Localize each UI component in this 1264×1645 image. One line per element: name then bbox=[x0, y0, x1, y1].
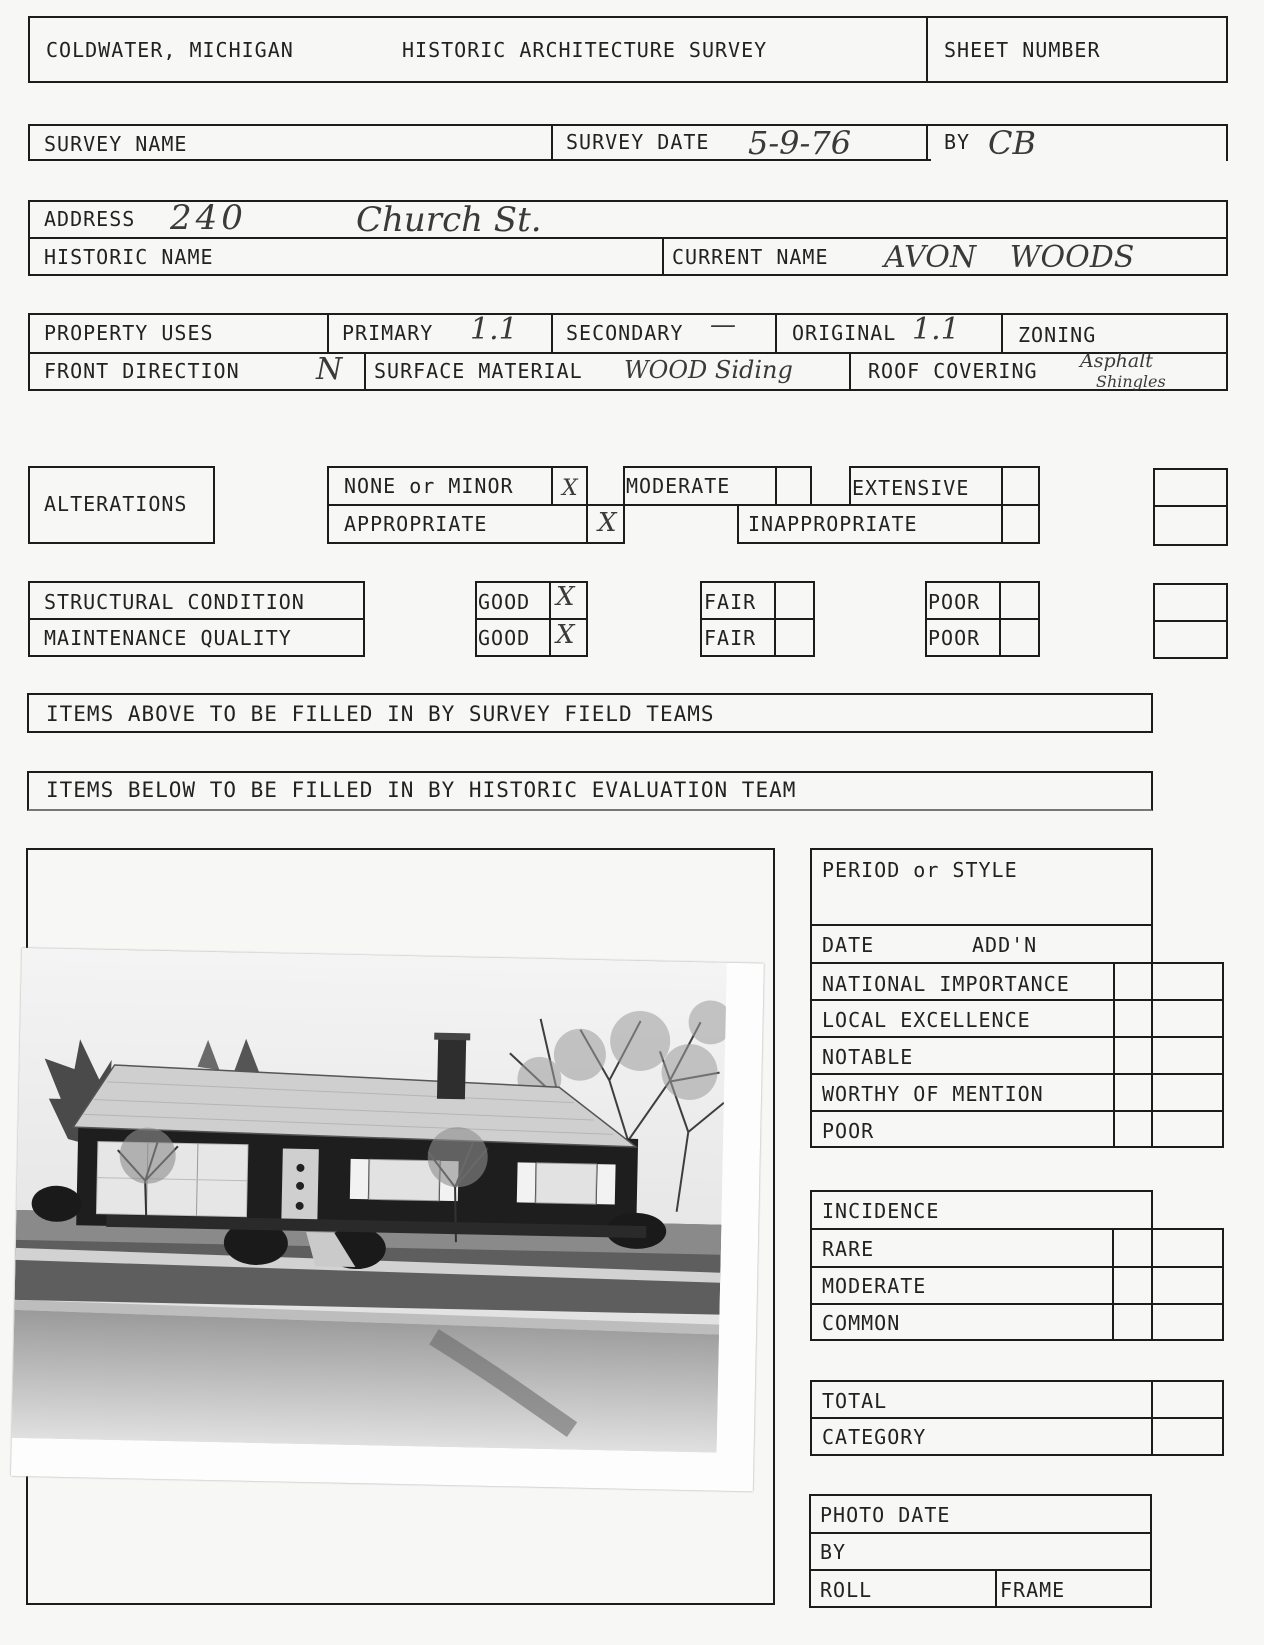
extensive-label: EXTENSIVE bbox=[852, 476, 970, 500]
roll-label: ROLL bbox=[820, 1578, 873, 1602]
local-excellence-label: LOCAL EXCELLENCE bbox=[822, 1008, 1031, 1032]
frame-label: FRAME bbox=[1000, 1578, 1066, 1602]
survey-by-value[interactable]: CB bbox=[988, 124, 1036, 162]
house-photo bbox=[11, 948, 764, 1491]
original-label: ORIGINAL bbox=[792, 321, 897, 345]
structural-condition-label: STRUCTURAL CONDITION bbox=[44, 590, 305, 614]
eval-date-label: DATE bbox=[822, 933, 875, 957]
survey-date-label: SURVEY DATE bbox=[566, 130, 710, 154]
common-label: COMMON bbox=[822, 1311, 901, 1335]
form-title: HISTORIC ARCHITECTURE SURVEY bbox=[402, 38, 768, 62]
incidence-label: INCIDENCE bbox=[822, 1199, 940, 1223]
poor-label-2: POOR bbox=[928, 626, 981, 650]
surface-material-value[interactable]: WOOD Siding bbox=[624, 356, 793, 384]
alterations-score-box[interactable] bbox=[1153, 468, 1228, 546]
incidence-moderate-label: MODERATE bbox=[822, 1274, 927, 1298]
current-name-value[interactable]: AVON WOODS bbox=[884, 240, 1135, 275]
survey-by-label: BY bbox=[944, 130, 971, 154]
city-label: COLDWATER, MICHIGAN bbox=[46, 38, 294, 62]
worthy-of-mention-label: WORTHY OF MENTION bbox=[822, 1082, 1044, 1106]
roof-covering-line1[interactable]: Asphalt bbox=[1080, 350, 1153, 372]
maintenance-quality-label: MAINTENANCE QUALITY bbox=[44, 626, 292, 650]
period-style-label: PERIOD or STYLE bbox=[822, 858, 1018, 882]
notable-label: NOTABLE bbox=[822, 1045, 914, 1069]
photo-date-label: PHOTO DATE bbox=[820, 1503, 951, 1527]
secondary-value[interactable]: — bbox=[710, 310, 736, 340]
fair-label-2: FAIR bbox=[704, 626, 757, 650]
structural-good-check[interactable]: X bbox=[556, 582, 575, 612]
surface-material-label: SURFACE MATERIAL bbox=[374, 359, 583, 383]
zoning-label: ZONING bbox=[1018, 323, 1097, 347]
house-photo-image bbox=[12, 948, 727, 1453]
original-value[interactable]: 1.1 bbox=[912, 312, 960, 347]
primary-value[interactable]: 1.1 bbox=[470, 312, 518, 347]
maintenance-good-check[interactable]: X bbox=[556, 620, 575, 650]
front-direction-label: FRONT DIRECTION bbox=[44, 359, 240, 383]
good-label-1: GOOD bbox=[478, 590, 531, 614]
rare-label: RARE bbox=[822, 1237, 875, 1261]
historic-name-label: HISTORIC NAME bbox=[44, 245, 214, 269]
eval-addn-label: ADD'N bbox=[972, 933, 1038, 957]
national-importance-label: NATIONAL IMPORTANCE bbox=[822, 972, 1070, 996]
good-label-2: GOOD bbox=[478, 626, 531, 650]
survey-name-label: SURVEY NAME bbox=[44, 132, 188, 156]
roof-covering-label: ROOF COVERING bbox=[868, 359, 1038, 383]
fair-label-1: FAIR bbox=[704, 590, 757, 614]
category-label: CATEGORY bbox=[822, 1425, 927, 1449]
sheet-number-label: SHEET NUMBER bbox=[944, 38, 1101, 62]
front-direction-value[interactable]: N bbox=[316, 352, 343, 387]
alterations-label: ALTERATIONS bbox=[44, 492, 188, 516]
address-number[interactable]: 240 bbox=[170, 198, 247, 238]
survey-date-value[interactable]: 5-9-76 bbox=[748, 124, 852, 162]
moderate-alter-label: MODERATE bbox=[626, 474, 731, 498]
none-minor-check[interactable]: X bbox=[562, 476, 578, 501]
appropriate-label: APPROPRIATE bbox=[344, 512, 488, 536]
appropriate-check[interactable]: X bbox=[598, 508, 617, 538]
secondary-label: SECONDARY bbox=[566, 321, 684, 345]
field-teams-note: ITEMS ABOVE TO BE FILLED IN BY SURVEY FIELD TEAMS bbox=[46, 702, 715, 726]
primary-label: PRIMARY bbox=[342, 321, 434, 345]
address-street[interactable]: Church St. bbox=[356, 200, 542, 240]
none-minor-label: NONE or MINOR bbox=[344, 474, 514, 498]
total-label: TOTAL bbox=[822, 1389, 888, 1413]
roof-covering-line2[interactable]: Shingles bbox=[1096, 372, 1166, 391]
poor-label-1: POOR bbox=[928, 590, 981, 614]
property-uses-label: PROPERTY USES bbox=[44, 321, 214, 345]
inappropriate-label: INAPPROPRIATE bbox=[748, 512, 918, 536]
eval-poor-label: POOR bbox=[822, 1119, 875, 1143]
current-name-label: CURRENT NAME bbox=[672, 245, 829, 269]
evaluation-team-note: ITEMS BELOW TO BE FILLED IN BY HISTORIC EVALUATION TEAM bbox=[46, 778, 797, 802]
address-label: ADDRESS bbox=[44, 207, 136, 231]
photo-by-label: BY bbox=[820, 1540, 847, 1564]
